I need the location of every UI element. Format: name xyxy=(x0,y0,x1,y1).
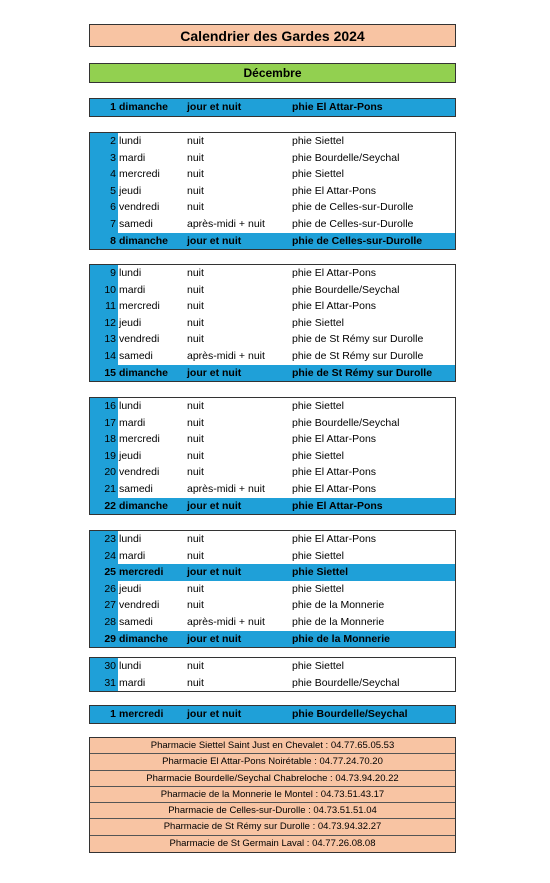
day-number: 29 xyxy=(90,631,118,648)
day-number: 9 xyxy=(90,265,118,282)
day-name: vendredi xyxy=(119,333,160,346)
table-row xyxy=(90,415,455,432)
duty-period: nuit xyxy=(187,549,204,562)
day-name: vendredi xyxy=(119,599,160,612)
schedule-block xyxy=(89,397,456,515)
contact-line: Pharmacie Siettel Saint Just en Chevalet : 04.77.65.05.53 xyxy=(90,738,455,754)
table-row xyxy=(90,498,455,515)
day-name: dimanche xyxy=(119,499,169,512)
schedule-block xyxy=(89,98,456,117)
contact-line: Pharmacie de la Monnerie le Montel : 04.73.51.43.17 xyxy=(90,787,455,803)
duty-period: jour et nuit xyxy=(187,366,242,379)
day-number: 12 xyxy=(90,315,118,332)
pharmacy-name: phie El Attar-Pons xyxy=(292,533,377,545)
table-row xyxy=(90,675,455,692)
day-name: samedi xyxy=(119,217,153,230)
duty-period: après-midi + nuit xyxy=(187,217,265,230)
day-name: vendredi xyxy=(119,201,160,214)
duty-period: jour et nuit xyxy=(187,499,242,512)
day-number: 3 xyxy=(90,150,118,167)
day-number: 22 xyxy=(90,498,118,515)
day-name: dimanche xyxy=(119,632,169,645)
day-name: jeudi xyxy=(119,184,142,197)
day-number: 13 xyxy=(90,331,118,348)
table-row xyxy=(90,265,455,282)
table-row xyxy=(90,365,455,382)
day-name: mercredi xyxy=(119,168,160,181)
day-number: 21 xyxy=(90,481,118,498)
duty-period: nuit xyxy=(187,333,204,346)
table-row xyxy=(90,99,455,116)
table-row xyxy=(90,481,455,498)
table-row xyxy=(90,150,455,167)
day-name: dimanche xyxy=(119,234,169,247)
day-name: mardi xyxy=(119,283,146,296)
pharmacy-name: phie de St Rémy sur Durolle xyxy=(292,366,433,379)
pharmacy-name: phie de Celles-sur-Durolle xyxy=(292,201,414,214)
pharmacy-name: phie de Celles-sur-Durolle xyxy=(292,217,414,230)
day-name: dimanche xyxy=(119,101,169,113)
day-name: mardi xyxy=(119,676,146,689)
page-title: Calendrier des Gardes 2024 xyxy=(89,24,456,47)
day-number: 28 xyxy=(90,614,118,631)
pharmacy-name: phie Siettel xyxy=(292,549,344,562)
table-row xyxy=(90,614,455,631)
table-row xyxy=(90,706,455,723)
day-name: samedi xyxy=(119,615,153,628)
table-row xyxy=(90,233,455,250)
day-number: 5 xyxy=(90,183,118,200)
day-number: 10 xyxy=(90,282,118,299)
day-name: samedi xyxy=(119,482,153,495)
table-row xyxy=(90,548,455,565)
pharmacy-name: phie de St Rémy sur Durolle xyxy=(292,333,424,346)
day-number: 8 xyxy=(90,233,118,250)
day-number: 26 xyxy=(90,581,118,598)
day-name: samedi xyxy=(119,349,153,362)
day-number: 4 xyxy=(90,166,118,183)
table-row xyxy=(90,531,455,548)
duty-period: nuit xyxy=(187,184,204,197)
table-row xyxy=(90,398,455,415)
contact-line: Pharmacie de St Germain Laval : 04.77.26.08.08 xyxy=(169,837,376,849)
pharmacy-name: phie de Celles-sur-Durolle xyxy=(292,234,423,247)
pharmacy-name: phie El Attar-Pons xyxy=(292,499,383,512)
contact-line: Pharmacie de St Rémy sur Durolle : 04.73.94.32.27 xyxy=(90,819,455,835)
day-number: 18 xyxy=(90,431,118,448)
day-name: mardi xyxy=(119,416,146,429)
schedule-block xyxy=(89,657,456,692)
duty-period: après-midi + nuit xyxy=(187,482,265,495)
pharmacy-name: phie de la Monnerie xyxy=(292,615,385,628)
table-row xyxy=(90,581,455,598)
duty-period: nuit xyxy=(187,316,204,329)
contact-line: Pharmacie El Attar-Pons Noirétable : 04.77.24.70.20 xyxy=(90,754,455,770)
schedule-block xyxy=(89,530,456,648)
day-number: 19 xyxy=(90,448,118,465)
duty-period: nuit xyxy=(187,582,204,595)
duty-period: après-midi + nuit xyxy=(187,349,265,362)
pharmacy-name: phie Bourdelle/Seychal xyxy=(292,151,400,164)
day-number: 15 xyxy=(90,365,118,382)
day-number: 30 xyxy=(90,658,118,675)
day-number: 16 xyxy=(90,398,118,415)
pharmacy-contacts xyxy=(89,737,456,853)
table-row xyxy=(90,183,455,200)
day-number: 1 xyxy=(90,99,118,116)
duty-period: nuit xyxy=(187,533,204,545)
duty-period: nuit xyxy=(187,201,204,214)
duty-period: nuit xyxy=(187,168,204,181)
table-row xyxy=(90,331,455,348)
table-row xyxy=(90,348,455,365)
duty-period: jour et nuit xyxy=(187,234,242,247)
pharmacy-name: phie Bourdelle/Seychal xyxy=(292,676,400,689)
table-row xyxy=(90,216,455,233)
duty-period: nuit xyxy=(187,135,204,147)
day-name: mardi xyxy=(119,549,146,562)
day-name: lundi xyxy=(119,267,142,279)
duty-period: nuit xyxy=(187,283,204,296)
day-number: 6 xyxy=(90,199,118,216)
day-name: jeudi xyxy=(119,582,142,595)
table-row xyxy=(90,564,455,581)
day-number: 11 xyxy=(90,298,118,315)
duty-period: nuit xyxy=(187,676,204,689)
table-row xyxy=(90,464,455,481)
contact-line: Pharmacie de Celles-sur-Durolle : 04.73.51.51.04 xyxy=(90,803,455,819)
schedule-block xyxy=(89,705,456,724)
duty-period: jour et nuit xyxy=(187,101,242,113)
duty-period: nuit xyxy=(187,416,204,429)
table-row xyxy=(90,315,455,332)
table-row xyxy=(90,448,455,465)
day-name: lundi xyxy=(119,135,142,147)
table-row xyxy=(90,166,455,183)
duty-period: nuit xyxy=(187,267,204,279)
pharmacy-name: phie Siettel xyxy=(292,449,344,462)
day-name: lundi xyxy=(119,660,142,672)
pharmacy-name: phie El Attar-Pons xyxy=(292,466,377,479)
day-name: mercredi xyxy=(119,566,164,579)
day-name: jeudi xyxy=(119,449,142,462)
pharmacy-name: phie Siettel xyxy=(292,660,344,672)
table-row xyxy=(90,199,455,216)
duty-period: jour et nuit xyxy=(187,632,242,645)
day-number: 23 xyxy=(90,531,118,548)
day-number: 25 xyxy=(90,564,118,581)
duty-period: nuit xyxy=(187,599,204,612)
pharmacy-name: phie El Attar-Pons xyxy=(292,482,377,495)
duty-period: nuit xyxy=(187,466,204,479)
day-number: 2 xyxy=(90,133,118,150)
day-number: 7 xyxy=(90,216,118,233)
day-name: lundi xyxy=(119,400,142,412)
schedule-block xyxy=(89,264,456,382)
day-name: mercredi xyxy=(119,433,160,446)
day-number: 14 xyxy=(90,348,118,365)
pharmacy-name: phie Siettel xyxy=(292,582,344,595)
pharmacy-name: phie El Attar-Pons xyxy=(292,300,377,313)
pharmacy-name: phie Siettel xyxy=(292,400,344,412)
day-name: jeudi xyxy=(119,316,142,329)
schedule-block xyxy=(89,132,456,250)
duty-period: jour et nuit xyxy=(187,566,242,579)
pharmacy-name: phie Siettel xyxy=(292,566,349,579)
duty-period: nuit xyxy=(187,449,204,462)
pharmacy-name: phie Siettel xyxy=(292,168,344,181)
duty-period: nuit xyxy=(187,300,204,313)
pharmacy-name: phie Bourdelle/Seychal xyxy=(292,708,408,720)
day-name: mardi xyxy=(119,151,146,164)
table-row xyxy=(90,298,455,315)
day-number: 24 xyxy=(90,548,118,565)
table-row xyxy=(90,658,455,675)
table-row xyxy=(90,282,455,299)
pharmacy-name: phie de St Rémy sur Durolle xyxy=(292,349,424,362)
day-number: 31 xyxy=(90,675,118,692)
day-number: 20 xyxy=(90,464,118,481)
pharmacy-name: phie El Attar-Pons xyxy=(292,433,377,446)
pharmacy-name: phie Bourdelle/Seychal xyxy=(292,416,400,429)
day-name: lundi xyxy=(119,533,142,545)
duty-period: après-midi + nuit xyxy=(187,615,265,628)
duty-period: nuit xyxy=(187,433,204,446)
table-row xyxy=(90,133,455,150)
duty-period: nuit xyxy=(187,400,204,412)
pharmacy-name: phie Siettel xyxy=(292,316,344,329)
duty-period: nuit xyxy=(187,151,204,164)
day-number: 17 xyxy=(90,415,118,432)
pharmacy-name: phie Bourdelle/Seychal xyxy=(292,283,400,296)
contact-line: Pharmacie Bourdelle/Seychal Chabreloche : 04.73.94.20.22 xyxy=(90,771,455,787)
pharmacy-name: phie Siettel xyxy=(292,135,344,147)
day-name: dimanche xyxy=(119,366,169,379)
day-name: mercredi xyxy=(119,300,160,313)
pharmacy-name: phie de la Monnerie xyxy=(292,632,391,645)
day-number: 27 xyxy=(90,597,118,614)
day-name: mercredi xyxy=(119,708,164,720)
month-header: Décembre xyxy=(89,63,456,83)
day-number: 1 xyxy=(90,706,118,723)
pharmacy-name: phie El Attar-Pons xyxy=(292,184,377,197)
duty-period: jour et nuit xyxy=(187,708,242,720)
pharmacy-name: phie de la Monnerie xyxy=(292,599,385,612)
table-row xyxy=(90,631,455,648)
pharmacy-name: phie El Attar-Pons xyxy=(292,267,377,279)
duty-period: nuit xyxy=(187,660,204,672)
pharmacy-name: phie El Attar-Pons xyxy=(292,101,383,113)
table-row xyxy=(90,597,455,614)
table-row xyxy=(90,431,455,448)
day-name: vendredi xyxy=(119,466,160,479)
